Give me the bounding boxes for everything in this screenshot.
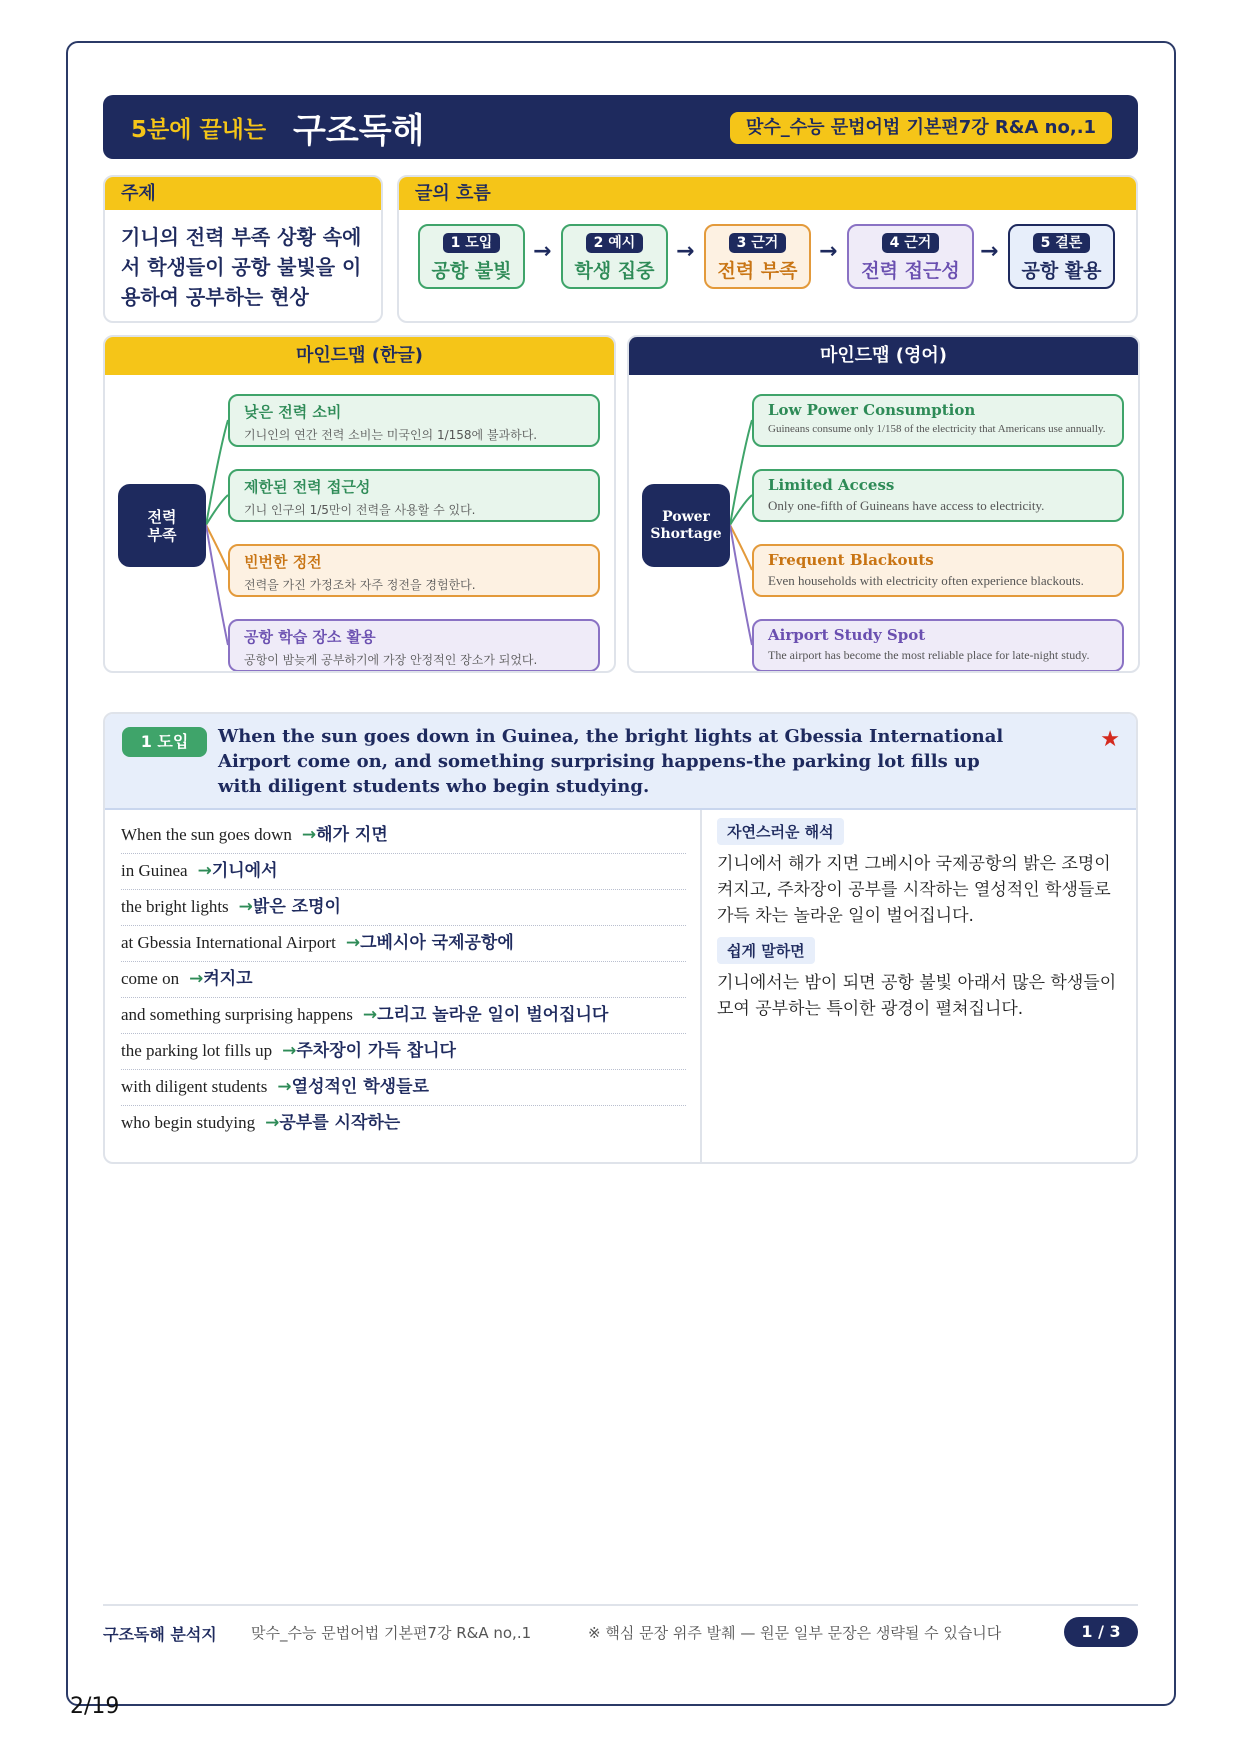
- flow-step-2: [561, 224, 668, 289]
- page-indicator: 1 / 3: [1064, 1617, 1138, 1647]
- node-title: Low Power Consumption: [768, 401, 976, 419]
- flow-step-4: [847, 224, 974, 289]
- flow-step-label: 공항 불빛: [431, 260, 512, 282]
- chunk-korean: [282, 1040, 456, 1062]
- arrow-icon: →: [265, 1113, 280, 1133]
- flow-arrow: →: [980, 239, 999, 264]
- chunk-korean-text: 그베시아 국제공항에: [360, 933, 514, 953]
- chunk-korean: [265, 1112, 400, 1134]
- chunk-row: [121, 998, 686, 1034]
- arrow-icon: →: [282, 1041, 297, 1061]
- chunk-english: come on: [121, 969, 180, 988]
- mindmap-korean: [103, 335, 616, 673]
- star-icon: ★: [1100, 727, 1120, 752]
- mindmap-english-label: 마인드맵 (영어): [629, 337, 1138, 375]
- arrow-icon: →: [362, 1005, 378, 1025]
- mindmap-node: [752, 619, 1124, 672]
- chunk-row: [121, 1070, 686, 1106]
- flow-panel: [397, 175, 1138, 323]
- chunk-english: When the sun goes down: [121, 825, 292, 844]
- chunk-korean-text: 열성적인 학생들로: [291, 1077, 429, 1097]
- mindmap-node: [752, 544, 1124, 597]
- topic-label: 주제: [105, 177, 381, 210]
- chunk-english: the bright lights: [121, 897, 229, 916]
- sentence-text: When the sun goes down in Guinea, the bright lights at Gbessia International Airport come on, and something surprising happens-the parking lot fills up with diligent students who begin studying.: [218, 726, 1004, 797]
- chunk-korean: [189, 968, 253, 990]
- mindmap-node: [228, 544, 600, 597]
- flow-arrow: →: [676, 239, 695, 264]
- chunk-english: at Gbessia International Airport: [121, 933, 336, 952]
- chunk-korean: [198, 860, 278, 882]
- flow-arrow: →: [819, 239, 838, 264]
- node-title: 낮은 전력 소비: [244, 403, 342, 421]
- mindmap-korean-label: 마인드맵 (한글): [105, 337, 614, 375]
- arrow-icon: →: [197, 861, 212, 881]
- chunk-korean-text: 공부를 시작하는: [279, 1113, 401, 1133]
- chunk-korean: [239, 896, 341, 918]
- node-desc: 공항이 밤늦게 공부하기에 가장 안정적인 장소가 되었다.: [244, 653, 538, 667]
- chunk-english: the parking lot fills up: [121, 1041, 273, 1060]
- chunk-row: [121, 818, 686, 854]
- flow-step-number: 1 도입: [443, 233, 501, 253]
- connector-line: [730, 525, 752, 645]
- source-tag: 맞수_수능 문법어법 기본편7강 R&A no,.1: [730, 112, 1112, 144]
- title-banner: [103, 95, 1138, 159]
- node-title: Frequent Blackouts: [768, 551, 934, 569]
- flow-step-5: [1008, 224, 1115, 289]
- node-title: 제한된 전력 접근성: [244, 478, 371, 496]
- chunk-korean: [363, 1004, 609, 1026]
- flow-step-3: [704, 224, 811, 289]
- arrow-icon: →: [189, 969, 204, 989]
- node-desc: 기니인의 연간 전력 소비는 미국인의 1/158에 불과하다.: [244, 428, 538, 442]
- flow-step-number: 3 근거: [729, 233, 787, 253]
- arrow-icon: →: [238, 897, 253, 917]
- chunk-row: [121, 1034, 686, 1070]
- chunk-korean-text: 기니에서: [211, 861, 278, 881]
- interpretation-column: [717, 818, 1122, 1030]
- node-desc: 전력을 가진 가정조차 자주 정전을 경험한다.: [244, 578, 476, 592]
- node-desc: Even households with electricity often experience blackouts.: [768, 573, 1084, 588]
- sentence-analysis-panel: [103, 712, 1138, 1164]
- title-subtitle: 5분에 끝내는: [131, 117, 267, 143]
- chunk-row: [121, 1106, 686, 1141]
- chunk-korean-text: 주차장이 가득 찹니다: [296, 1041, 456, 1061]
- node-desc: Only one-fifth of Guineans have access to electricity.: [768, 498, 1045, 513]
- footer-title: 구조독해 분석지: [103, 1625, 217, 1644]
- arrow-icon: →: [277, 1077, 292, 1097]
- page-marker: 2/19: [70, 1694, 120, 1719]
- chunk-english: with diligent students: [121, 1077, 268, 1096]
- chunk-korean: [302, 824, 388, 846]
- flow-step-number: 2 예시: [586, 233, 644, 253]
- chunk-list: [121, 818, 686, 1141]
- arrow-icon: →: [345, 933, 361, 953]
- flow-step-label: 공항 활용: [1021, 260, 1102, 282]
- footer-note: ※ 핵심 문장 위주 발췌 — 원문 일부 문장은 생략될 수 있습니다: [588, 1624, 1002, 1642]
- mindmap-node: [752, 469, 1124, 522]
- easy-summary-text: 기니에서는 밤이 되면 공항 불빛 아래서 많은 학생들이 모여 공부하는 특이한 광경이 펼쳐집니다.: [717, 973, 1117, 1019]
- mindmap-center-label: 전력 부족: [147, 507, 177, 544]
- chunk-korean: [277, 1076, 429, 1098]
- footer-source: 맞수_수능 문법어법 기본편7강 R&A no,.1: [251, 1624, 532, 1642]
- chunk-korean-text: 켜지고: [203, 969, 253, 989]
- easy-summary-label: 쉽게 말하면: [717, 937, 815, 964]
- flow-step-label: 학생 집중: [574, 260, 655, 282]
- chunk-korean-text: 그리고 놀라운 일이 벌어집니다: [377, 1005, 609, 1025]
- natural-translation-text: 기니에서 해가 지면 그베시아 국제공항의 밝은 조명이 켜지고, 주차장이 공부를 시작하는 열성적인 학생들로 가득 차는 놀라운 일이 벌어집니다.: [717, 854, 1111, 926]
- chunk-english: and something surprising happens: [121, 1005, 353, 1024]
- topic-text: 기니의 전력 부족 상황 속에서 학생들이 공항 불빛을 이용하여 공부하는 현상: [121, 225, 362, 309]
- page-title: 구조독해: [293, 111, 425, 151]
- mindmap-node: [228, 469, 600, 522]
- footer: [103, 1604, 1138, 1644]
- arrow-icon: →: [301, 825, 317, 845]
- mindmap-center-node: [118, 484, 206, 567]
- flow-step-number: 4 근거: [882, 233, 940, 253]
- mindmap-english: [627, 335, 1140, 673]
- node-title: Airport Study Spot: [768, 626, 926, 644]
- flow-step-label: 전력 접근성: [861, 260, 960, 282]
- natural-translation-label: 자연스러운 해석: [717, 818, 844, 845]
- node-title: 빈번한 정전: [244, 553, 322, 571]
- chunk-english: in Guinea: [121, 861, 188, 880]
- chunk-row: [121, 890, 686, 926]
- node-title: 공항 학습 장소 활용: [244, 628, 376, 646]
- mindmap-center-label: Power Shortage: [650, 508, 722, 542]
- flow-arrow: →: [533, 239, 552, 264]
- flow-step-1: [418, 224, 525, 289]
- flow-step-number: 5 결론: [1033, 233, 1091, 253]
- chunk-row: [121, 854, 686, 890]
- node-desc: 기니 인구의 1/5만이 전력을 사용할 수 있다.: [244, 503, 476, 517]
- chunk-english: who begin studying: [121, 1113, 256, 1132]
- column-divider: [700, 810, 702, 1164]
- chunk-korean-text: 밝은 조명이: [252, 897, 341, 917]
- mindmap-node: [228, 394, 600, 447]
- sentence-badge: 1 도입: [122, 727, 207, 757]
- mindmap-node: [752, 394, 1124, 447]
- chunk-korean: [346, 932, 514, 954]
- chunk-row: [121, 962, 686, 998]
- flow-step-label: 전력 부족: [717, 260, 798, 282]
- chunk-row: [121, 926, 686, 962]
- flow-label: 글의 흐름: [399, 177, 1136, 210]
- node-desc: The airport has become the most reliable place for late-night study.: [768, 648, 1090, 662]
- mindmap-node: [228, 619, 600, 672]
- node-title: Limited Access: [768, 476, 895, 494]
- node-desc: Guineans consume only 1/158 of the electricity that Americans use annually.: [768, 423, 1106, 435]
- chunk-korean-text: 해가 지면: [316, 825, 388, 845]
- topic-panel: [103, 175, 383, 323]
- connector-line: [206, 525, 228, 645]
- mindmap-center-node: [642, 484, 730, 567]
- sentence-header: [105, 714, 1136, 810]
